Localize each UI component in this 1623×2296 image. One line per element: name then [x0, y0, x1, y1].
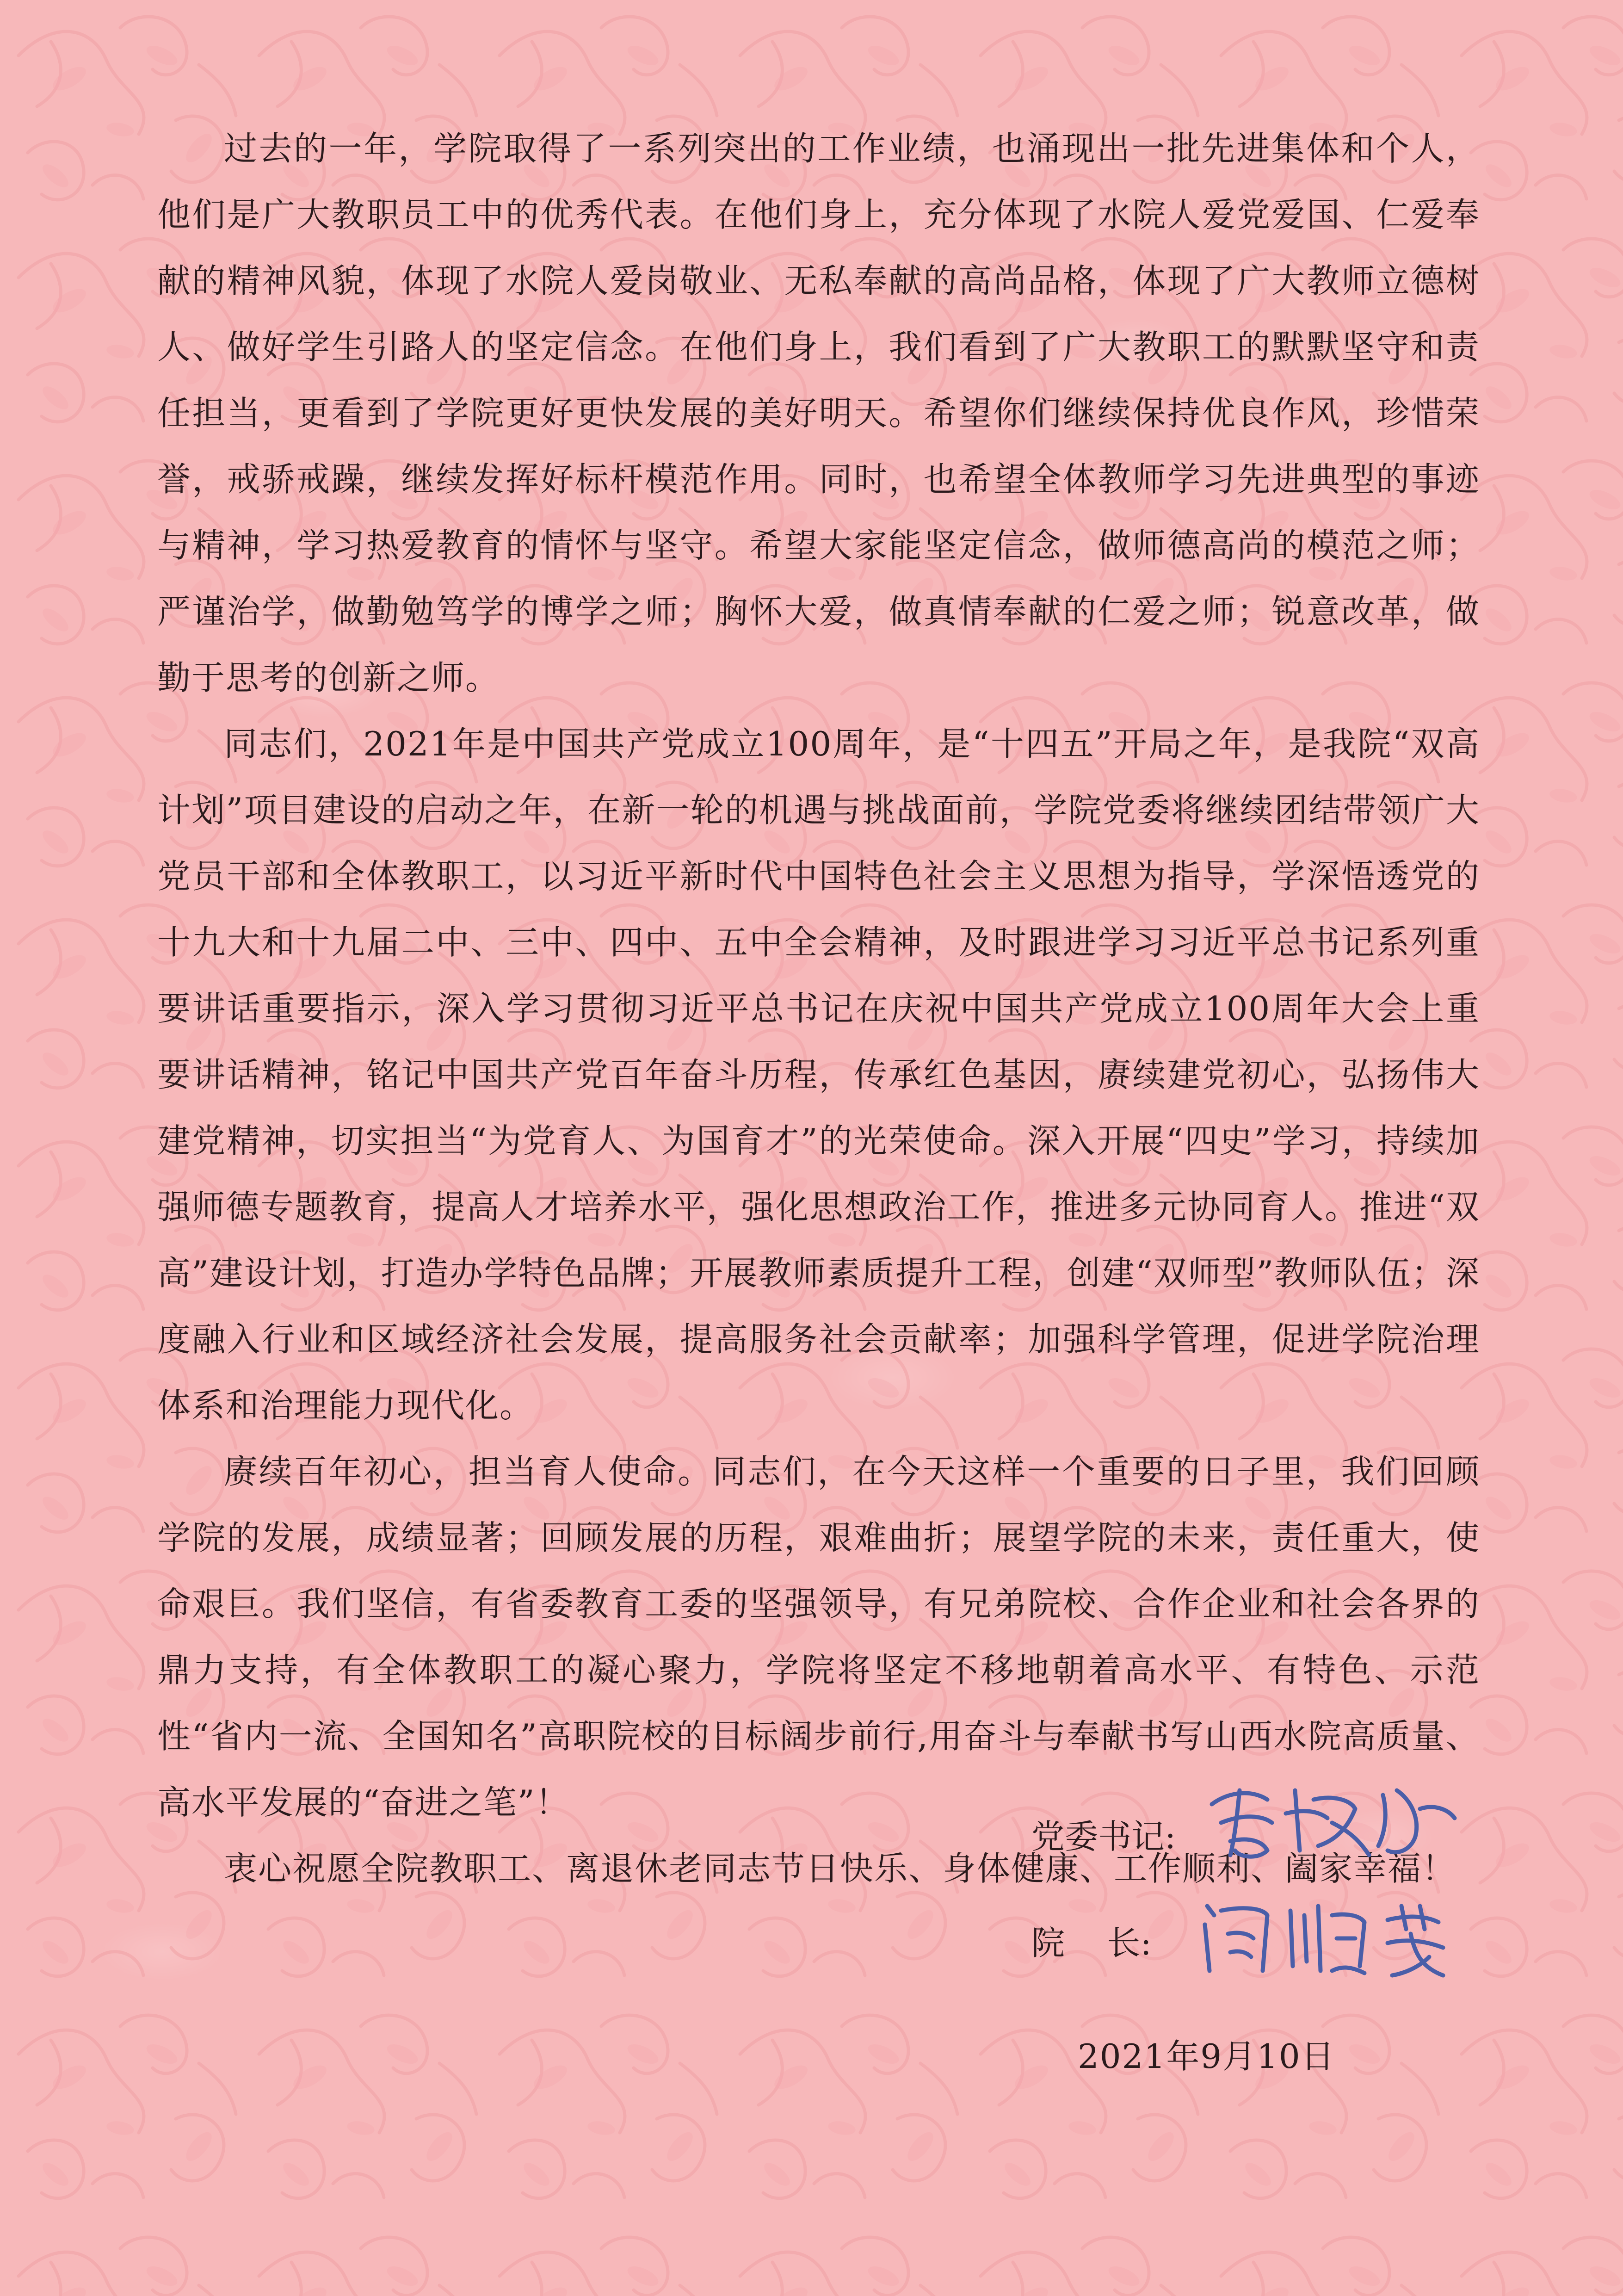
paragraph-1: 过去的一年，学院取得了一系列突出的工作业绩，也涌现出一批先进集体和个人，他们是广大教职员工中的优秀代表。在他们身上，充分体现了水院人爱党爱国、仁爱奉献的精神风貌，体现了水院人爱岗敬业、无私奉献的高尚品格，体现了广大教师立德树人、做好学生引路人的坚定信念。在他们身上，我们看到了广大教职工的默默坚守和责任担当，更看到了学院更好更快发展的美好明天。希望你们继续保持优良作风，珍惜荣誉，戒骄戒躁，继续发挥好标杆模范作用。同时，也希望全体教师学习先进典型的事迹与精神，学习热爱教育的情怀与坚守。希望大家能坚定信念，做师德高尚的模范之师；严谨治学，做勤勉笃学的博学之师；胸怀大爱，做真情奉献的仁爱之师；锐意改革，做勤于思考的创新之师。: [157, 129, 1480, 697]
paragraph-4: 衷心祝愿全院教职工、离退休老同志节日快乐、身体健康、工作顺利、阖家幸福！: [224, 1849, 1456, 1888]
secretary-label: 党委书记:: [1031, 1817, 1176, 1856]
paragraph-3: 赓续百年初心，担当育人使命。同志们，在今天这样一个重要的日子里，我们回顾学院的发展，成绩显著；回顾发展的历程，艰难曲折；展望学院的未来，责任重大，使命艰巨。我们坚信，有省委教育工委的坚强领导，有兄弟院校、合作企业和社会各界的鼎力支持，有全体教职工的凝心聚力，学院将坚定不移地朝着高水平、有特色、示范性“省内一流、全国知名”高职院校的目标阔步前行,用奋斗与奉献书写山西水院高质量、高水平发展的“奋进之笔”！: [157, 1452, 1480, 1822]
letter-date: 2021年9月10日: [1078, 2037, 1335, 2076]
letter-body: [157, 116, 1480, 1902]
paragraph-2: 同志们，2021年是中国共产党成立100周年，是“十四五”开局之年，是我院“双高计划”项目建设的启动之年，在新一轮的机遇与挑战面前，学院党委将继续团结带领广大党员干部和全体教职工，以习近平新时代中国特色社会主义思想为指导，学深悟透党的十九大和十九届二中、三中、四中、五中全会精神，及时跟进学习习近平总书记系列重要讲话重要指示，深入学习贯彻习近平总书记在庆祝中国共产党成立100周年大会上重要讲话精神，铭记中国共产党百年奋斗历程，传承红色基因，赓续建党初心，弘扬伟大建党精神，切实担当“为党育人、为国育才”的光荣使命。深入开展“四史”学习，持续加强师德专题教育，提高人才培养水平，强化思想政治工作，推进多元协同育人。推进“双高”建设计划，打造办学特色品牌；开展教师素质提升工程，创建“双师型”教师队伍；深度融入行业和区域经济社会发展，提高服务社会贡献率；加强科学管理，促进学院治理体系和治理能力现代化。: [157, 724, 1480, 1425]
president-label: 院 长:: [1031, 1924, 1152, 1962]
